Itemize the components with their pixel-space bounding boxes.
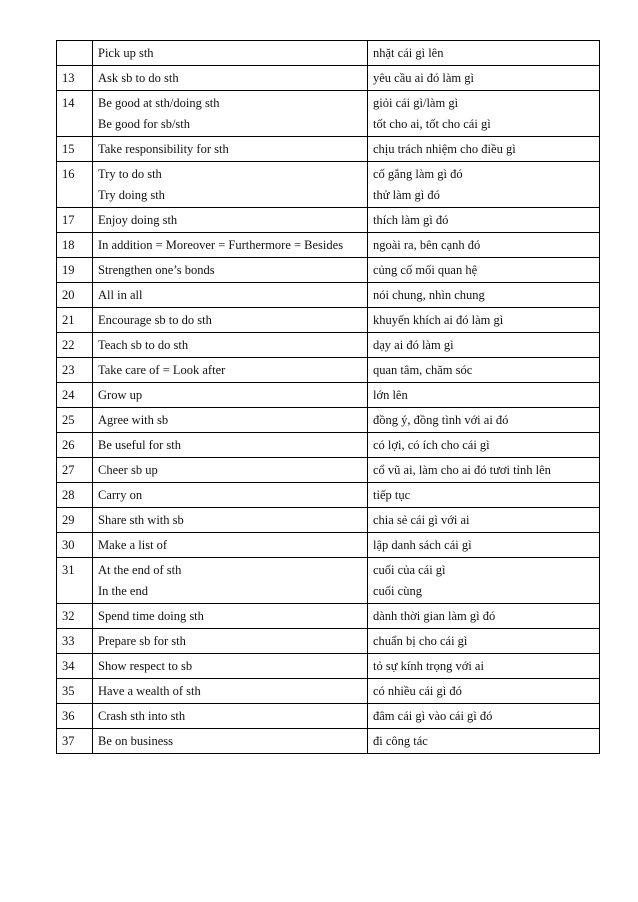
table-row: [57, 729, 600, 754]
vietnamese-meaning-cell: [368, 233, 600, 258]
row-number-cell: [57, 729, 93, 754]
vietnamese-meaning-cell: [368, 308, 600, 333]
row-number-cell: [57, 162, 93, 208]
english-phrase-cell: [93, 483, 368, 508]
english-phrase: Make a list of: [98, 538, 168, 552]
row-number: 31: [62, 563, 75, 577]
vietnamese-meaning: cuối cùng: [373, 584, 422, 598]
english-phrase: Try doing sth: [98, 188, 165, 202]
vietnamese-meaning: ngoài ra, bên cạnh đó: [373, 238, 481, 252]
english-phrase-cell: [93, 533, 368, 558]
english-phrase-cell: [93, 283, 368, 308]
table-row: [57, 258, 600, 283]
english-phrase-cell: [93, 383, 368, 408]
table-row: [57, 604, 600, 629]
row-number: 26: [62, 438, 75, 452]
row-number: 30: [62, 538, 75, 552]
vietnamese-meaning: lập danh sách cái gì: [373, 538, 472, 552]
row-number-cell: [57, 283, 93, 308]
english-phrase: Agree with sb: [98, 413, 169, 427]
english-phrase-cell: [93, 208, 368, 233]
row-number: 27: [62, 463, 75, 477]
table-row: [57, 483, 600, 508]
vietnamese-meaning: dành thời gian làm gì đó: [373, 609, 496, 623]
vietnamese-meaning: có nhiều cái gì đó: [373, 684, 462, 698]
row-number: 19: [62, 263, 75, 277]
english-phrase: Take responsibility for sth: [98, 142, 229, 156]
table-row: [57, 358, 600, 383]
vietnamese-meaning-cell: [368, 66, 600, 91]
english-phrase-cell: [93, 258, 368, 283]
row-number: [62, 41, 92, 60]
english-phrase: Grow up: [98, 388, 143, 402]
english-phrase: Be on business: [98, 734, 173, 748]
vietnamese-meaning: lớn lên: [373, 388, 408, 402]
row-number: 15: [62, 142, 75, 156]
table-row: [57, 508, 600, 533]
row-number: 14: [62, 96, 75, 110]
vietnamese-meaning: giỏi cái gì/làm gì: [373, 96, 459, 110]
vietnamese-meaning-cell: [368, 408, 600, 433]
table-row: [57, 533, 600, 558]
row-number-cell: [57, 483, 93, 508]
english-phrase-cell: [93, 333, 368, 358]
vietnamese-meaning-cell: [368, 533, 600, 558]
row-number-cell: [57, 629, 93, 654]
row-number: 29: [62, 513, 75, 527]
vietnamese-meaning: đâm cái gì vào cái gì đó: [373, 709, 493, 723]
english-phrase: Pick up sth: [98, 46, 154, 60]
vietnamese-meaning: cổ vũ ai, làm cho ai đó tươi tỉnh lên: [373, 463, 551, 477]
table-row: [57, 208, 600, 233]
english-phrase-cell: [93, 408, 368, 433]
english-phrase: At the end of sth: [98, 563, 182, 577]
english-phrase: Crash sth into sth: [98, 709, 186, 723]
vietnamese-meaning: nhặt cái gì lên: [373, 46, 444, 60]
english-phrase-cell: [93, 508, 368, 533]
table-row: [57, 91, 600, 137]
english-phrase: Have a wealth of sth: [98, 684, 201, 698]
table-row: [57, 679, 600, 704]
table-row: [57, 137, 600, 162]
table-row: [57, 66, 600, 91]
vietnamese-meaning-cell: [368, 558, 600, 604]
english-phrase-cell: [93, 137, 368, 162]
vietnamese-meaning-cell: [368, 137, 600, 162]
row-number-cell: [57, 383, 93, 408]
table-row: [57, 704, 600, 729]
vietnamese-meaning: thử làm gì đó: [373, 188, 440, 202]
row-number: 35: [62, 684, 75, 698]
english-phrase: Carry on: [98, 488, 143, 502]
table-row: [57, 433, 600, 458]
vietnamese-meaning-cell: [368, 704, 600, 729]
vietnamese-meaning: dạy ai đó làm gì: [373, 338, 454, 352]
row-number: 37: [62, 734, 75, 748]
vietnamese-meaning: tiếp tục: [373, 488, 411, 502]
english-phrase: Be good at sth/doing sth: [98, 96, 220, 110]
english-phrase: All in all: [98, 288, 143, 302]
vietnamese-meaning-cell: [368, 41, 600, 66]
english-phrase-cell: [93, 654, 368, 679]
vietnamese-meaning: cố gắng làm gì đó: [373, 167, 463, 181]
table-row: [57, 383, 600, 408]
vietnamese-meaning: chịu trách nhiệm cho điều gì: [373, 142, 516, 156]
row-number: 33: [62, 634, 75, 648]
vietnamese-meaning: nói chung, nhìn chung: [373, 288, 485, 302]
row-number-cell: [57, 258, 93, 283]
vietnamese-meaning: có lợi, có ích cho cái gì: [373, 438, 490, 452]
english-phrase: Show respect to sb: [98, 659, 193, 673]
row-number: 13: [62, 71, 75, 85]
table-row: [57, 333, 600, 358]
english-phrase-cell: [93, 91, 368, 137]
vietnamese-meaning: thích làm gì đó: [373, 213, 449, 227]
row-number-cell: [57, 233, 93, 258]
vietnamese-meaning: tốt cho ai, tốt cho cái gì: [373, 117, 491, 131]
vietnamese-meaning: quan tâm, chăm sóc: [373, 363, 473, 377]
row-number-cell: [57, 308, 93, 333]
english-phrase: Spend time doing sth: [98, 609, 204, 623]
table-row: [57, 283, 600, 308]
table-row: [57, 654, 600, 679]
english-phrase: Encourage sb to do sth: [98, 313, 212, 327]
english-phrase: Be useful for sth: [98, 438, 181, 452]
table-row: [57, 162, 600, 208]
english-phrase-cell: [93, 358, 368, 383]
row-number-cell: [57, 558, 93, 604]
vietnamese-meaning: đi công tác: [373, 734, 428, 748]
vietnamese-meaning-cell: [368, 162, 600, 208]
row-number-cell: [57, 66, 93, 91]
english-phrase: Prepare sb for sth: [98, 634, 186, 648]
english-phrase: Share sth with sb: [98, 513, 184, 527]
vietnamese-meaning: yêu cầu ai đó làm gì: [373, 71, 475, 85]
vocabulary-table: [56, 40, 600, 754]
row-number-cell: [57, 654, 93, 679]
english-phrase: Ask sb to do sth: [98, 71, 179, 85]
row-number: 16: [62, 167, 75, 181]
english-phrase-cell: [93, 729, 368, 754]
vietnamese-meaning-cell: [368, 208, 600, 233]
row-number: 21: [62, 313, 75, 327]
row-number-cell: [57, 333, 93, 358]
row-number: 22: [62, 338, 75, 352]
english-phrase-cell: [93, 629, 368, 654]
english-phrase: In addition = Moreover = Furthermore = Besides: [98, 238, 344, 252]
row-number-cell: [57, 358, 93, 383]
table-row: [57, 408, 600, 433]
table-row: [57, 233, 600, 258]
row-number: 25: [62, 413, 75, 427]
english-phrase: Be good for sb/sth: [98, 117, 191, 131]
english-phrase: Cheer sb up: [98, 463, 158, 477]
english-phrase: Enjoy doing sth: [98, 213, 178, 227]
english-phrase: In the end: [98, 584, 148, 598]
row-number: 32: [62, 609, 75, 623]
vietnamese-meaning-cell: [368, 258, 600, 283]
row-number: 18: [62, 238, 75, 252]
english-phrase-cell: [93, 458, 368, 483]
english-phrase: Strengthen one’s bonds: [98, 263, 215, 277]
vietnamese-meaning-cell: [368, 629, 600, 654]
english-phrase-cell: [93, 679, 368, 704]
row-number-cell: [57, 408, 93, 433]
vietnamese-meaning-cell: [368, 91, 600, 137]
vietnamese-meaning: chuẩn bị cho cái gì: [373, 634, 468, 648]
vietnamese-meaning: tỏ sự kính trọng với ai: [373, 659, 484, 673]
row-number-cell: [57, 41, 93, 66]
row-number-cell: [57, 604, 93, 629]
vietnamese-meaning-cell: [368, 508, 600, 533]
row-number: 17: [62, 213, 75, 227]
vietnamese-meaning-cell: [368, 458, 600, 483]
row-number-cell: [57, 458, 93, 483]
row-number: 23: [62, 363, 75, 377]
english-phrase-cell: [93, 66, 368, 91]
vietnamese-meaning-cell: [368, 679, 600, 704]
vietnamese-meaning: chia sẻ cái gì với ai: [373, 513, 470, 527]
english-phrase-cell: [93, 162, 368, 208]
row-number-cell: [57, 508, 93, 533]
row-number-cell: [57, 533, 93, 558]
vietnamese-meaning-cell: [368, 483, 600, 508]
vietnamese-meaning-cell: [368, 654, 600, 679]
english-phrase: Try to do sth: [98, 167, 162, 181]
row-number: 28: [62, 488, 75, 502]
table-row: [57, 308, 600, 333]
english-phrase-cell: [93, 41, 368, 66]
row-number-cell: [57, 433, 93, 458]
vietnamese-meaning-cell: [368, 729, 600, 754]
row-number-cell: [57, 679, 93, 704]
vietnamese-meaning-cell: [368, 333, 600, 358]
vietnamese-meaning: đồng ý, đồng tình với ai đó: [373, 413, 509, 427]
english-phrase-cell: [93, 233, 368, 258]
english-phrase-cell: [93, 704, 368, 729]
vietnamese-meaning-cell: [368, 283, 600, 308]
table-row: [57, 41, 600, 66]
english-phrase: Take care of = Look after: [98, 363, 226, 377]
vietnamese-meaning-cell: [368, 358, 600, 383]
english-phrase-cell: [93, 604, 368, 629]
row-number: 36: [62, 709, 75, 723]
english-phrase-cell: [93, 433, 368, 458]
row-number-cell: [57, 704, 93, 729]
vietnamese-meaning: cuối của cái gì: [373, 563, 446, 577]
vietnamese-meaning: củng cố mối quan hệ: [373, 263, 478, 277]
row-number-cell: [57, 208, 93, 233]
vietnamese-meaning: khuyến khích ai đó làm gì: [373, 313, 504, 327]
row-number: 34: [62, 659, 75, 673]
row-number: 24: [62, 388, 75, 402]
vietnamese-meaning-cell: [368, 433, 600, 458]
row-number: 20: [62, 288, 75, 302]
english-phrase-cell: [93, 558, 368, 604]
english-phrase-cell: [93, 308, 368, 333]
table-row: [57, 629, 600, 654]
vocabulary-table-body: [57, 41, 600, 754]
row-number-cell: [57, 91, 93, 137]
row-number-cell: [57, 137, 93, 162]
table-row: [57, 558, 600, 604]
english-phrase: Teach sb to do sth: [98, 338, 189, 352]
vietnamese-meaning-cell: [368, 383, 600, 408]
table-row: [57, 458, 600, 483]
vietnamese-meaning-cell: [368, 604, 600, 629]
